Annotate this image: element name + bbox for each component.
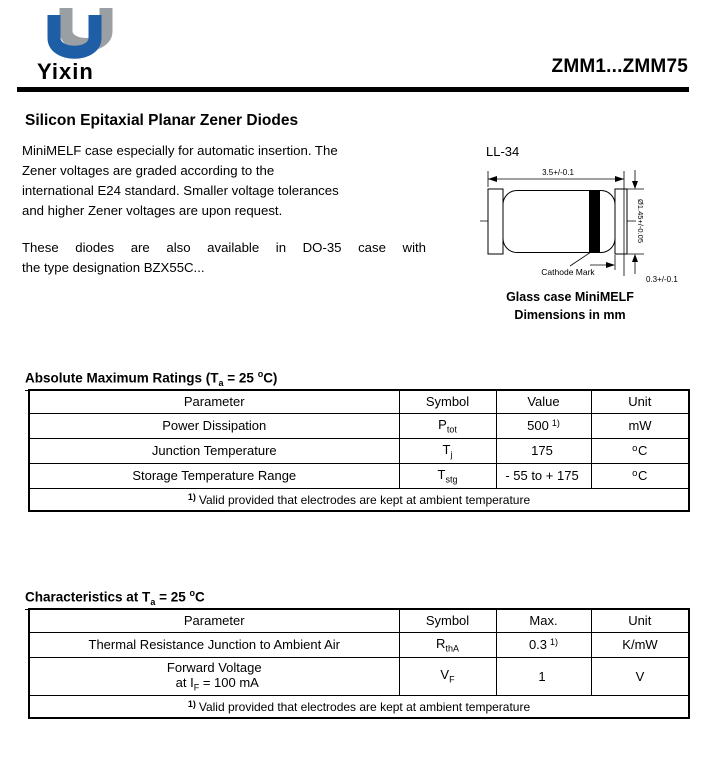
- chars-title-sub: a: [150, 597, 156, 608]
- intro-p1-line1: MiniMELF case especially for automatic insertion. The: [22, 143, 338, 158]
- footnote-ref: 1): [187, 491, 196, 502]
- value-text: 0.3: [528, 637, 548, 652]
- fv-line2-pre: at I: [175, 674, 194, 690]
- chars-row1-unit: [591, 632, 689, 657]
- intro-p1-line2: Zener voltages are graded according to the: [22, 163, 275, 178]
- arrow-down-icon: [632, 181, 638, 189]
- forward-voltage-line2: [30, 675, 399, 693]
- arrow-up-icon: [632, 254, 638, 262]
- ratings-row3-symbol: [399, 463, 496, 488]
- value-note-ref: 1): [551, 418, 560, 428]
- ratings-row2-unit: [591, 438, 689, 463]
- ratings-row3-parameter: Storage Temperature Range: [29, 463, 399, 488]
- symbol-base: R: [436, 635, 446, 651]
- ratings-header-row: [29, 390, 689, 413]
- chars-footnote-row: [29, 695, 689, 718]
- intro-p2-line1: These diodes are also available in DO-35 case with: [22, 240, 426, 255]
- footnote-text: Valid provided that electrodes are kept at ambient temperature: [198, 699, 531, 714]
- unit-text: V: [635, 668, 645, 684]
- logo-u-blue: [54, 15, 95, 52]
- chars-col-max: Max.: [496, 609, 591, 632]
- table-row: [29, 632, 689, 657]
- ratings-col-value: Value: [496, 390, 591, 413]
- ratings-col-parameter: Parameter: [29, 390, 399, 413]
- chars-col-parameter: Parameter: [29, 609, 399, 632]
- ratings-col-unit: Unit: [591, 390, 689, 413]
- ratings-row2-value: [496, 438, 591, 463]
- symbol-sub: thA: [445, 643, 459, 654]
- table-row: [29, 413, 689, 438]
- chars-header-row: [29, 609, 689, 632]
- arrow-left-icon: [488, 176, 497, 182]
- arrow-right-icon: [615, 176, 624, 182]
- chars-title-sup: o: [189, 588, 195, 598]
- ratings-footnote-row: [29, 488, 689, 511]
- characteristics-table-title: [25, 588, 318, 610]
- intro-paragraph-2: [22, 238, 426, 278]
- arrow-right2-icon: [606, 262, 615, 268]
- company-logo-icon: [33, 5, 128, 85]
- chars-row2-value: [496, 657, 591, 695]
- diameter-dim-label: Ø1.45+/-0.05: [636, 199, 645, 243]
- package-name-label: LL-34: [486, 144, 520, 159]
- ratings-row1-symbol: [399, 413, 496, 438]
- chars-row1-symbol: [399, 632, 496, 657]
- ratings-title-mid: = 25: [223, 370, 258, 386]
- unit-sup: o: [632, 443, 638, 454]
- fv-line2-sub: F: [193, 682, 200, 693]
- symbol-base: T: [442, 441, 451, 457]
- ratings-footnote: [29, 488, 689, 511]
- chars-title-post: C: [194, 589, 205, 605]
- ratings-title-sup: o: [257, 369, 264, 379]
- page-title: Silicon Epitaxial Planar Zener Diodes: [25, 112, 299, 129]
- chars-title-mid: = 25: [155, 589, 190, 605]
- footnote-text: Valid provided that electrodes are kept at ambient temperature: [198, 492, 531, 507]
- part-number-title: ZMM1...ZMM75: [551, 56, 688, 77]
- symbol-base: T: [437, 466, 446, 482]
- brand-name: Yixin: [37, 59, 94, 84]
- ratings-row2-parameter: Junction Temperature: [29, 438, 399, 463]
- symbol-sub: j: [450, 449, 453, 460]
- ratings-title-post: C): [263, 370, 278, 386]
- package-caption-line2: Dimensions in mm: [514, 308, 626, 322]
- value-text: 1: [538, 668, 546, 684]
- chars-footnote: [29, 695, 689, 718]
- characteristics-table: [28, 608, 690, 719]
- table-row: [29, 657, 689, 695]
- ratings-row3-unit: [591, 463, 689, 488]
- ratings-title-sub: a: [218, 378, 224, 389]
- symbol-sub: stg: [445, 474, 458, 485]
- unit-text: K/mW: [622, 637, 658, 652]
- left-terminal-cap: [488, 189, 503, 254]
- unit-text: C: [637, 443, 648, 458]
- intro-p2-line2: the type designation BZX55C...: [22, 260, 205, 275]
- table-row: [29, 463, 689, 488]
- chars-row2-parameter: [29, 657, 399, 695]
- ratings-row1-unit: [591, 413, 689, 438]
- forward-voltage-line1: Forward Voltage: [166, 659, 262, 675]
- intro-p1-line3: international E24 standard. Smaller voltage tolerances: [22, 183, 339, 198]
- chars-row1-parameter: Thermal Resistance Junction to Ambient Air: [29, 632, 399, 657]
- ratings-row1-parameter: Power Dissipation: [29, 413, 399, 438]
- chars-col-symbol: Symbol: [399, 609, 496, 632]
- right-terminal-cap: [615, 189, 627, 254]
- chars-col-unit: Unit: [591, 609, 689, 632]
- chars-row2-unit: [591, 657, 689, 695]
- symbol-base: P: [438, 416, 447, 432]
- header-rule: [17, 87, 689, 92]
- intro-paragraph-1: [22, 141, 426, 221]
- ratings-title-text: Absolute Maximum Ratings (T: [25, 370, 219, 386]
- ratings-table-title: [25, 369, 277, 391]
- symbol-base: V: [440, 667, 450, 683]
- ratings-col-symbol: Symbol: [399, 390, 496, 413]
- fv-line2-post: = 100 mA: [199, 674, 259, 690]
- package-caption-line1: Glass case MiniMELF: [506, 290, 634, 304]
- value-text: 500: [527, 418, 549, 433]
- table-row: [29, 438, 689, 463]
- unit-text: C: [637, 468, 648, 483]
- ratings-row2-symbol: [399, 438, 496, 463]
- chars-row2-symbol: [399, 657, 496, 695]
- cathode-mark-label: Cathode Mark: [541, 267, 595, 277]
- chars-row1-value: [496, 632, 591, 657]
- unit-sup: o: [632, 468, 638, 479]
- footnote-ref: 1): [187, 698, 196, 709]
- chars-title-text: Characteristics at T: [25, 589, 151, 605]
- symbol-sub: tot: [446, 424, 457, 435]
- intro-p1-line4: and higher Zener voltages are upon request.: [22, 203, 283, 218]
- value-note-ref: 1): [550, 637, 559, 647]
- ratings-row1-value: [496, 413, 591, 438]
- symbol-sub: F: [449, 674, 455, 685]
- package-diagram: [478, 158, 705, 285]
- cathode-band: [589, 191, 600, 252]
- unit-text: mW: [628, 418, 652, 433]
- package-caption: [468, 288, 672, 324]
- cap-dim-label: 0.3+/-0.1: [646, 275, 678, 284]
- ratings-table: [28, 389, 690, 512]
- ratings-row3-value: [496, 463, 591, 488]
- value-text: - 55 to + 175: [505, 468, 579, 483]
- value-text: 175: [531, 443, 553, 458]
- length-dim-label: 3.5+/-0.1: [542, 168, 574, 177]
